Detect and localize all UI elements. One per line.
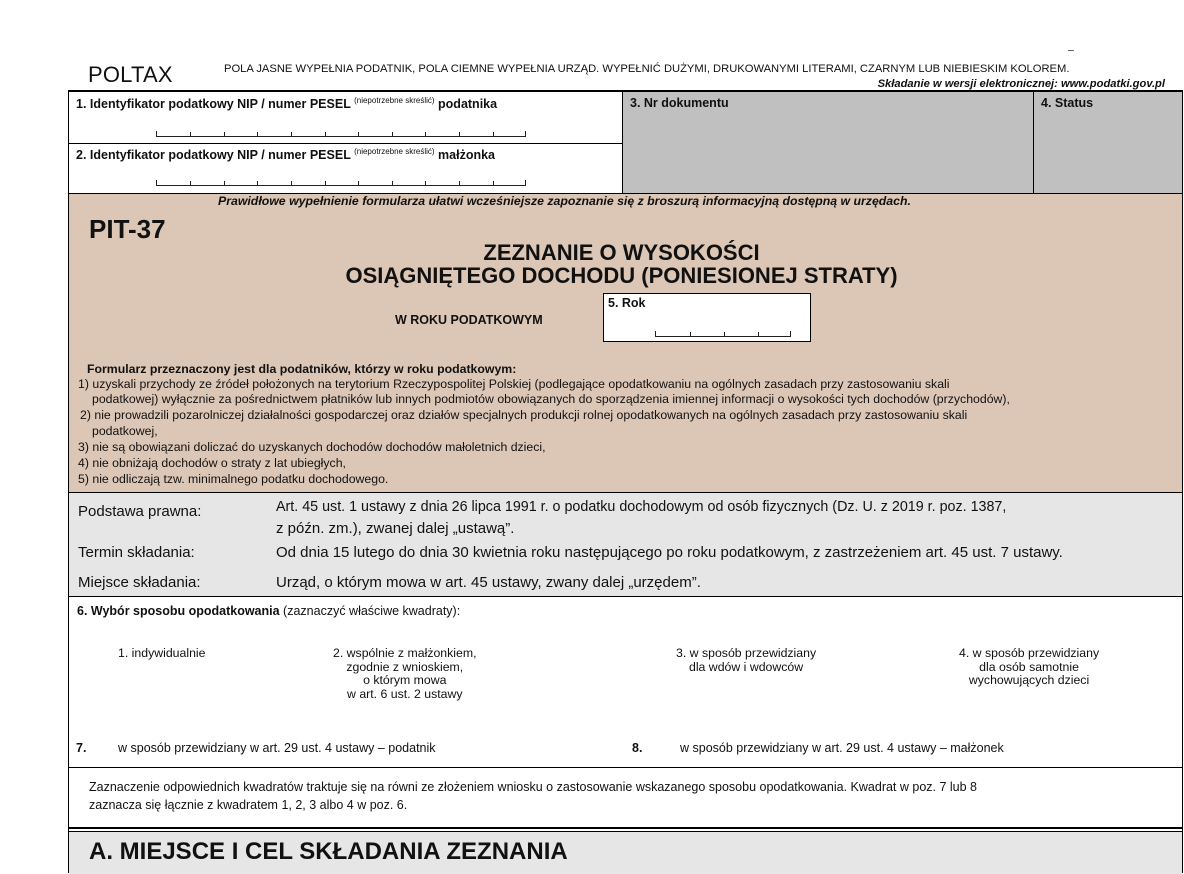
section-6-note-line1: Zaznaczenie odpowiednich kwadratów traktuje się na równi ze złożeniem wniosku o zastosowanie wskazanego sposobu opodatkowania. Kwadrat w poz. 7 lub 8 [89, 780, 978, 794]
divider-h-note [68, 767, 1183, 768]
option-3-widow[interactable]: 3. w sposób przewidziany dla wdów i wdowców [676, 646, 817, 674]
purpose-line-2: podatkowej) wyłącznie za pośrednictwem płatników lub innych podmiotów obowiązanych do sporządzenia imiennej informacji o wysokości tych dochodów (przychodów), [92, 392, 1010, 406]
deadline-value: Od dnia 15 lutego do dnia 30 kwietnia roku następującego po roku podatkowym, z zastrzeżeniem art. 45 ust. 7 ustawy. [276, 544, 1063, 561]
purpose-heading: Formularz przeznaczony jest dla podatników, którzy w roku podatkowym: [87, 362, 517, 376]
field-4-label: 4. Status [1041, 96, 1094, 110]
place-label: Miejsce składania: [78, 574, 201, 591]
option-7-number: 7. [76, 741, 87, 755]
field-2-label: 2. Identyfikator podatkowy NIP / numer PESEL $^{(niepotrzebne skreślić)}$ małżonka [76, 147, 495, 163]
option-2-jointly[interactable]: 2. wspólnie z małżonkiem, zgodnie z wnioskiem, o którym mowa w art. 6 ust. 2 ustawy [333, 646, 477, 701]
tax-year-label: W ROKU PODATKOWYM [395, 313, 543, 327]
field-5-box [603, 293, 811, 342]
divider-h-s6 [68, 596, 1183, 597]
divider-v2 [1033, 91, 1034, 193]
divider-v1 [622, 91, 623, 193]
field-5-input[interactable] [655, 331, 791, 337]
legal-basis-label: Podstawa prawna: [78, 503, 202, 520]
divider-h-ids [68, 143, 623, 144]
legal-basis-line1: Art. 45 ust. 1 ustawy z dnia 26 lipca 1991 r. o podatku dochodowym od osób fizycznych (Dz. U. z 2019 r. poz. 1387, [276, 499, 1007, 515]
purpose-line-4: podatkowej, [92, 424, 158, 438]
purpose-line-6: 4) nie obniżają dochodów o straty z lat ubiegłych, [78, 456, 346, 470]
field-3-label: 3. Nr dokumentu [630, 96, 729, 110]
section-a-top-border1 [68, 827, 1183, 829]
option-7-taxpayer[interactable]: w sposób przewidziany w art. 29 ust. 4 ustawy – podatnik [118, 741, 436, 755]
legal-basis-line2: z późn. zm.), zwanej dalej „ustawą”. [276, 520, 515, 537]
deadline-label: Termin składania: [78, 544, 195, 561]
option-8-number: 8. [632, 741, 643, 755]
purpose-line-1: 1) uzyskali przychody ze źródeł położonych na terytorium Rzeczypospolitej Polskiej (podlegające opodatkowaniu na ogólnych zasadach przy zastosowaniu skali [78, 377, 950, 391]
section-6-note-line2: zaznacza się łącznie z kwadratem 1, 2, 3 albo 4 w poz. 6. [89, 798, 408, 812]
purpose-line-3: 2) nie prowadzili pozarolniczej działalności gospodarczej oraz działów specjalnych produkcji rolnej opodatkowanych na ogólnych zasadach przy zastosowaniu skali [80, 408, 968, 422]
field-2-input[interactable] [156, 180, 526, 186]
electronic-filing-note: Składanie w wersji elektronicznej: www.podatki.gov.pl [877, 78, 1165, 90]
option-8-spouse[interactable]: w sposób przewidziany w art. 29 ust. 4 ustawy – małżonek [680, 741, 1004, 755]
option-1-individual[interactable]: 1. indywidualnie [118, 646, 206, 660]
field-1-input[interactable] [156, 131, 526, 137]
form-hint: Prawidłowe wypełnienie formularza ułatwi wcześniejsze zapoznanie się z broszurą informacyjną dostępną w urzędach. [218, 194, 911, 208]
purpose-line-5: 3) nie są obowiązani doliczać do uzyskanych dochodów dochodów małoletnich dzieci, [78, 440, 546, 454]
header-mark [1068, 50, 1074, 51]
field-5-label: 5. Rok [608, 296, 646, 310]
option-4-single-parent[interactable]: 4. w sposób przewidziany dla osób samotnie wychowujących dzieci [959, 646, 1100, 687]
form-title-line2: OSIĄGNIĘTEGO DOCHODU (PONIESIONEJ STRATY) [345, 263, 898, 288]
section-a-title: A. MIEJSCE I CEL SKŁADANIA ZEZNANIA [89, 838, 568, 865]
purpose-line-7: 5) nie odliczają tzw. minimalnego podatku dochodowego. [78, 472, 389, 486]
place-value: Urząd, o którym mowa w art. 45 ustawy, zwany dalej „urzędem”. [276, 574, 701, 591]
section-6-title: 6. Wybór sposobu opodatkowania (zaznaczyć właściwe kwadraty): [77, 604, 461, 618]
form-title-line1: ZEZNANIE O WYSOKOŚCI [483, 240, 760, 265]
fill-instruction: POLA JASNE WYPEŁNIA PODATNIK, POLA CIEMNE WYPEŁNIA URZĄD. WYPEŁNIĆ DUŻYMI, DRUKOWANYMI LITERAMI, CZARNYM LUB NIEBIESKIM KOLOREM. [224, 63, 1070, 75]
form-code: PIT-37 [89, 214, 166, 244]
brand-logo-text: POLTAX [88, 62, 173, 87]
field-1-label: 1. Identyfikator podatkowy NIP / numer PESEL $^{(niepotrzebne skreślić)}$ podatnika [76, 96, 498, 112]
